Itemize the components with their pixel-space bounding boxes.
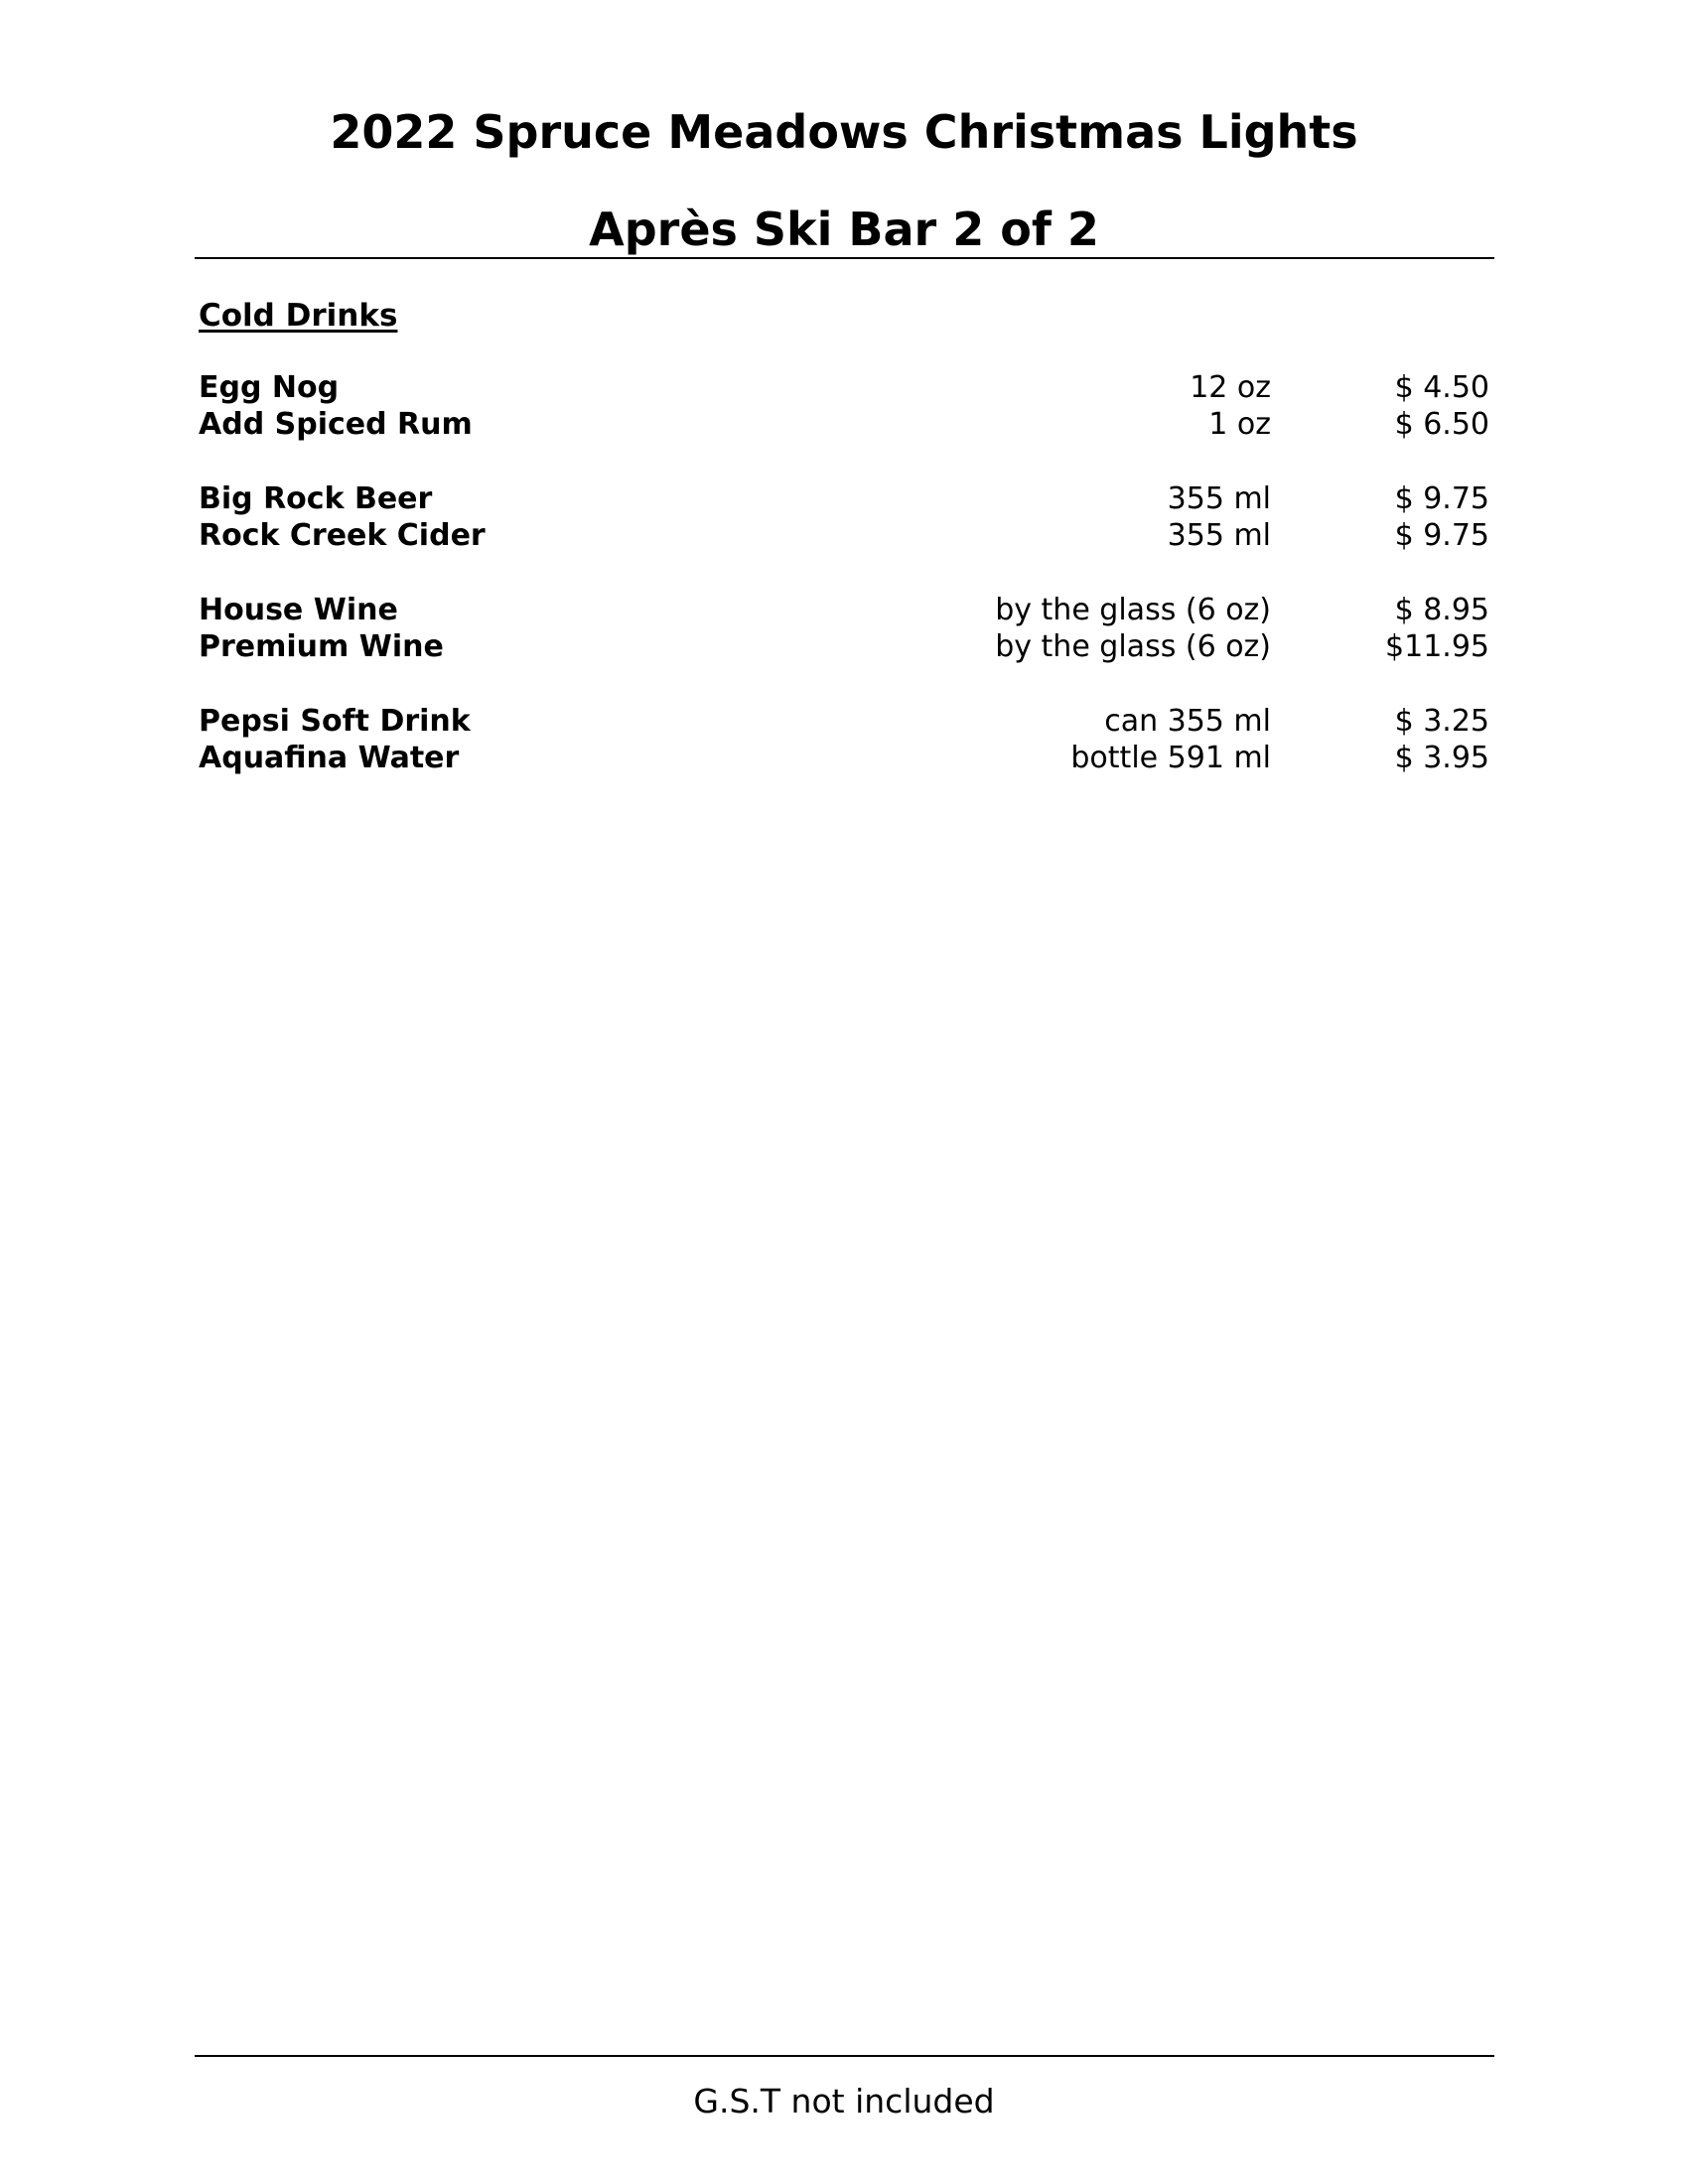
item-name: Rock Creek Cider [199,518,486,553]
item-price: $ 9.75 [1394,518,1489,553]
menu-item [199,406,1494,443]
page-subtitle: Après Ski Bar 2 of 2 [589,203,1099,256]
item-price: $ 3.95 [1394,741,1489,775]
item-size: by the glass (6 oz) [995,593,1271,627]
item-name: Premium Wine [199,629,444,664]
menu-item [199,628,1494,665]
item-price: $ 3.25 [1394,704,1489,739]
menu-item [199,369,1494,406]
footer-note: G.S.T not included [693,2082,995,2120]
item-name: House Wine [199,593,398,627]
item-size: by the glass (6 oz) [995,629,1271,664]
item-price: $ 4.50 [1394,370,1489,405]
item-name: Add Spiced Rum [199,407,473,442]
item-size: 355 ml [1167,481,1271,516]
item-name: Big Rock Beer [199,481,433,516]
item-price: $ 8.95 [1394,593,1489,627]
section-heading-cold-drinks: Cold Drinks [199,298,398,334]
item-size: bottle 591 ml [1070,741,1271,775]
header-divider [195,257,1494,259]
menu-item [199,480,1494,517]
item-size: 355 ml [1167,518,1271,553]
menu-list [199,369,1494,814]
menu-group-beer-cider [199,480,1494,554]
item-size: 12 oz [1190,370,1271,405]
item-price: $ 6.50 [1394,407,1489,442]
item-size: can 355 ml [1104,704,1271,739]
menu-group-soft-drinks [199,703,1494,776]
item-name: Aquafina Water [199,741,460,775]
item-price: $11.95 [1385,629,1489,664]
page-title: 2022 Spruce Meadows Christmas Lights [330,105,1358,159]
menu-group-wine [199,592,1494,665]
menu-item [199,517,1494,554]
item-name: Egg Nog [199,370,340,405]
menu-item [199,592,1494,628]
item-price: $ 9.75 [1394,481,1489,516]
menu-group-eggnog [199,369,1494,443]
footer-divider [195,2055,1494,2057]
item-name: Pepsi Soft Drink [199,704,471,739]
item-size: 1 oz [1208,407,1271,442]
menu-item [199,740,1494,776]
menu-item [199,703,1494,740]
